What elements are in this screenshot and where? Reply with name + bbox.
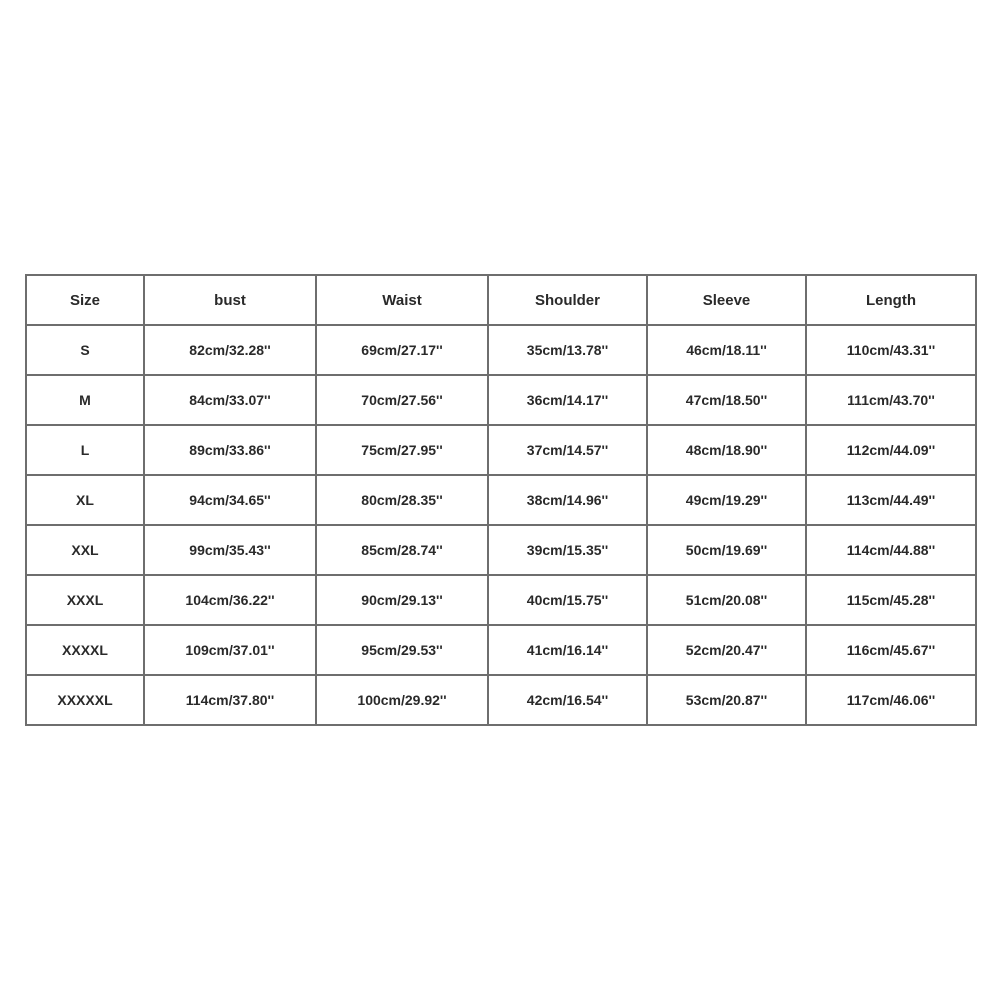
table-row [26,525,976,575]
sleeve-cell: 53cm/20.87'' [647,675,806,725]
length-cell: 110cm/43.31'' [806,325,976,375]
table-row [26,475,976,525]
size-cell: L [26,425,144,475]
header-shoulder: Shoulder [488,275,647,325]
size-chart-table [25,274,977,726]
shoulder-cell: 40cm/15.75'' [488,575,647,625]
waist-cell: 75cm/27.95'' [316,425,488,475]
table-row [26,425,976,475]
table-row [26,325,976,375]
shoulder-cell: 39cm/15.35'' [488,525,647,575]
waist-cell: 69cm/27.17'' [316,325,488,375]
size-cell: XXXL [26,575,144,625]
table-row [26,625,976,675]
size-cell: XL [26,475,144,525]
sleeve-cell: 47cm/18.50'' [647,375,806,425]
size-cell: XXXXL [26,625,144,675]
bust-cell: 99cm/35.43'' [144,525,316,575]
length-cell: 112cm/44.09'' [806,425,976,475]
header-length: Length [806,275,976,325]
waist-cell: 85cm/28.74'' [316,525,488,575]
sleeve-cell: 51cm/20.08'' [647,575,806,625]
size-cell: M [26,375,144,425]
shoulder-cell: 42cm/16.54'' [488,675,647,725]
waist-cell: 100cm/29.92'' [316,675,488,725]
shoulder-cell: 38cm/14.96'' [488,475,647,525]
bust-cell: 114cm/37.80'' [144,675,316,725]
waist-cell: 90cm/29.13'' [316,575,488,625]
table-row [26,675,976,725]
length-cell: 111cm/43.70'' [806,375,976,425]
length-cell: 116cm/45.67'' [806,625,976,675]
table-row [26,575,976,625]
bust-cell: 104cm/36.22'' [144,575,316,625]
length-cell: 117cm/46.06'' [806,675,976,725]
bust-cell: 89cm/33.86'' [144,425,316,475]
bust-cell: 94cm/34.65'' [144,475,316,525]
size-cell: XXXXXL [26,675,144,725]
length-cell: 114cm/44.88'' [806,525,976,575]
size-cell: XXL [26,525,144,575]
sleeve-cell: 52cm/20.47'' [647,625,806,675]
header-row [26,275,976,325]
table-row [26,375,976,425]
bust-cell: 82cm/32.28'' [144,325,316,375]
header-waist: Waist [316,275,488,325]
header-bust: bust [144,275,316,325]
sleeve-cell: 48cm/18.90'' [647,425,806,475]
shoulder-cell: 37cm/14.57'' [488,425,647,475]
sleeve-cell: 50cm/19.69'' [647,525,806,575]
header-sleeve: Sleeve [647,275,806,325]
length-cell: 115cm/45.28'' [806,575,976,625]
waist-cell: 80cm/28.35'' [316,475,488,525]
sleeve-cell: 49cm/19.29'' [647,475,806,525]
shoulder-cell: 41cm/16.14'' [488,625,647,675]
shoulder-cell: 36cm/14.17'' [488,375,647,425]
bust-cell: 84cm/33.07'' [144,375,316,425]
length-cell: 113cm/44.49'' [806,475,976,525]
waist-cell: 70cm/27.56'' [316,375,488,425]
bust-cell: 109cm/37.01'' [144,625,316,675]
shoulder-cell: 35cm/13.78'' [488,325,647,375]
waist-cell: 95cm/29.53'' [316,625,488,675]
header-size: Size [26,275,144,325]
sleeve-cell: 46cm/18.11'' [647,325,806,375]
size-cell: S [26,325,144,375]
